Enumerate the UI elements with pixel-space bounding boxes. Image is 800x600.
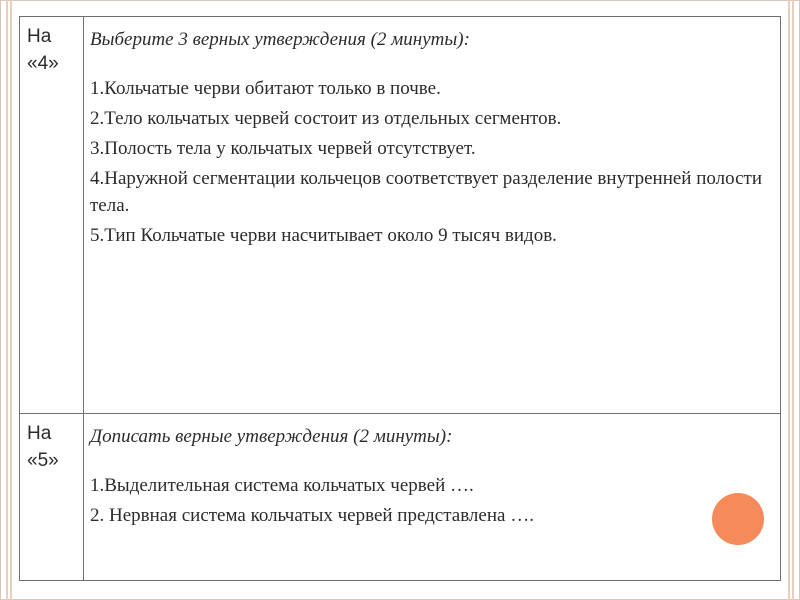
grade-cell xyxy=(20,414,84,581)
grade-label: На «4» xyxy=(27,26,59,74)
grade-cell xyxy=(20,17,84,414)
statement-item: 4.Наружной сегментации кольчецов соответствует разделение внутренней полости тела. xyxy=(90,168,763,216)
statement-item: 1.Выделительная система кольчатых червей …. xyxy=(90,475,474,496)
decorative-circle-icon xyxy=(712,493,764,545)
frame-stripe-right xyxy=(792,0,794,600)
statement-item: 2.Тело кольчатых червей состоит из отдельных сегментов. xyxy=(90,108,562,129)
task-title: Дописать верные утверждения (2 минуты): xyxy=(90,426,453,447)
frame-stripe-right-inner xyxy=(788,0,790,600)
table-row xyxy=(20,17,781,414)
frame-stripe-left xyxy=(6,0,8,600)
task-title: Выберите 3 верных утверждения (2 минуты): xyxy=(90,29,470,50)
statement-list xyxy=(90,472,772,529)
tasks-table xyxy=(19,16,781,581)
statement-item: 2. Нервная система кольчатых червей представлена …. xyxy=(90,505,534,526)
frame-stripe-left-inner xyxy=(10,0,12,600)
statement-item: 1.Кольчатые черви обитают только в почве. xyxy=(90,78,441,99)
statement-item: 5.Тип Кольчатые черви насчитывает около 9 тысяч видов. xyxy=(90,225,557,246)
table-row xyxy=(20,414,781,581)
statement-list xyxy=(90,75,772,249)
task-cell xyxy=(84,17,781,414)
grade-label: На «5» xyxy=(27,423,59,471)
task-cell xyxy=(84,414,781,581)
statement-item: 3.Полость тела у кольчатых червей отсутствует. xyxy=(90,138,476,159)
